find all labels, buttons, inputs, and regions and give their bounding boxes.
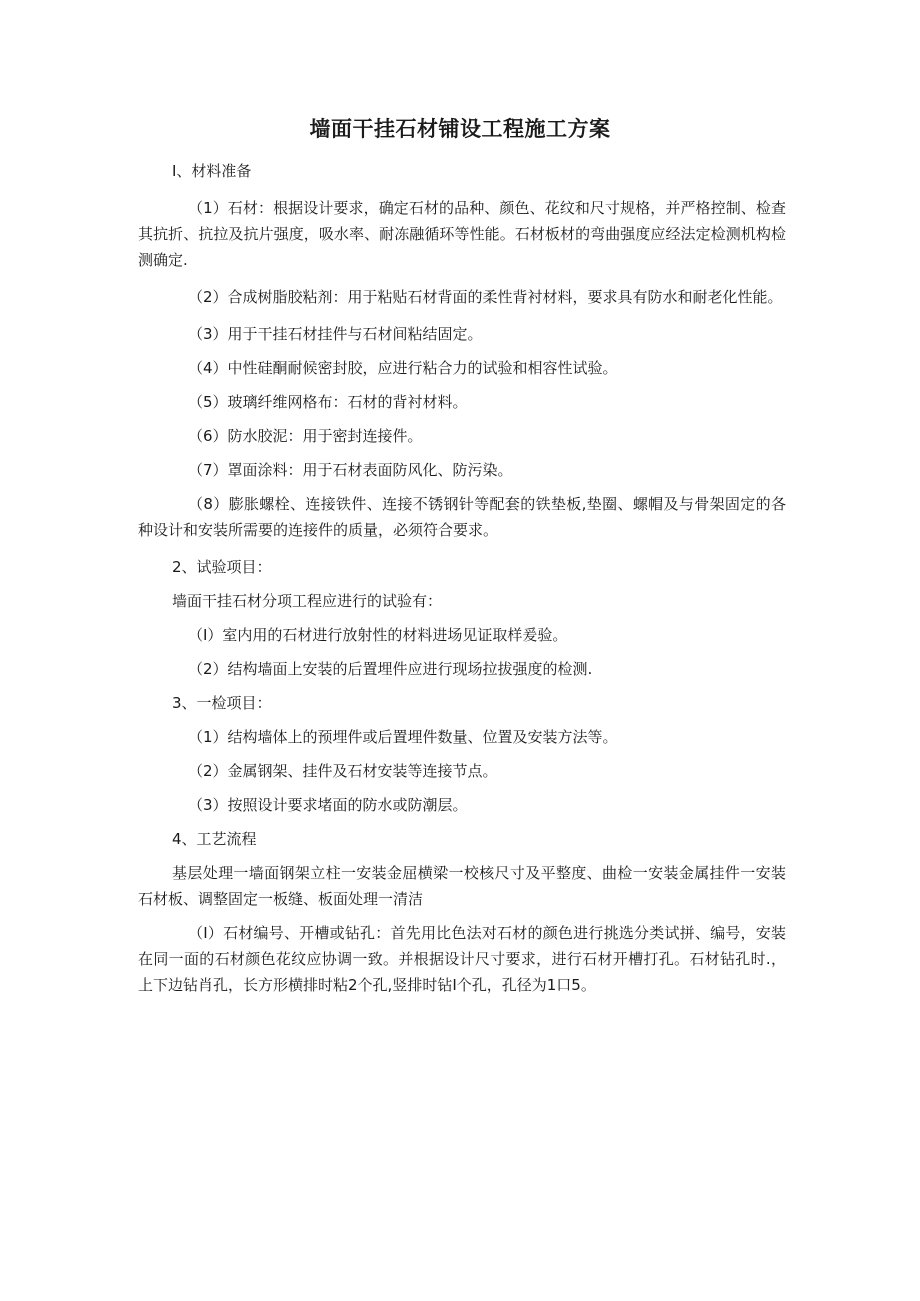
paragraph-stone-numbering: （I）石材编号、开槽或钻孔：首先用比色法对石材的颜色进行挑选分类试拼、编号，安装在同一面的石材颜色花纹应协调一致。并根据设计尺寸要求，进行石材开槽打孔。石材钻孔时.，上下边钻肖孔，长方形横排时粘2个孔,竖排时钻I个孔，孔径为1口5。 <box>138 924 786 994</box>
paragraph-test-1: （I）室内用的石材进行放射性的材料进场见证取样爰验。 <box>188 626 568 644</box>
section-heading-materials: I、材料准备 <box>172 162 252 180</box>
document-body <box>138 158 786 1009</box>
paragraph-inspection-1: （1）结构墙体上的预埋件或后置埋件数量、位置及安装方法等。 <box>188 728 618 746</box>
paragraph-process-flow: 基层处理一墙面钢架立柱一安装金屈横梁一校核尺寸及平整度、曲检一安装金属挂件一安装石材板、调整固定一板缝、板面处理一清洁 <box>138 864 786 908</box>
section-heading-inspection: 3、一检项目： <box>172 694 272 712</box>
paragraph-inspection-2: （2）金属钢架、挂件及石材安装等连接节点。 <box>188 762 498 780</box>
paragraph-resin-adhesive: （2）合成树脂胶粘剂：用于粘贴石材背面的柔性背衬材料，要求具有防水和耐老化性能。 <box>188 288 783 306</box>
paragraph-item-6: （6）防水胶泥：用于密封连接件。 <box>188 427 423 445</box>
paragraph-inspection-3: （3）按照设计要求堵面的防水或防潮层。 <box>188 796 468 814</box>
section-heading-tests: 2、试验项目： <box>172 558 272 576</box>
section-heading-process: 4、工艺流程 <box>172 830 257 848</box>
paragraph-item-7: （7）罩面涂料：用于石材表面防风化、防污染。 <box>188 461 513 479</box>
paragraph-item-8: （8）膨胀螺栓、连接铁件、连接不锈钢针等配套的铁垫板,垫圈、螺帽及与骨架固定的各种设计和安装所需要的连接件的质量，必须符合要求。 <box>138 495 786 539</box>
paragraph-stone: （1）石材：根据设计要求，确定石材的品种、颜色、花纹和尺寸规格，并严格控制、检查其抗折、抗拉及抗片强度，吸水率、耐冻融循环等性能。石材板材的弯曲强度应经法定检测机构检测确定. <box>138 199 786 269</box>
paragraph-item-5: （5）玻璃纤维网格布：石材的背衬材料。 <box>188 393 468 411</box>
paragraph-test-2: （2）结构墙面上安装的后置埋件应进行现场拉拔强度的检测. <box>188 660 593 678</box>
paragraph-item-3: （3）用于干挂石材挂件与石材间粘结固定。 <box>188 325 483 343</box>
paragraph-tests-intro: 墙面干挂石材分项工程应进行的试验有： <box>172 592 443 610</box>
document-title: 墙面干挂石材铺设工程施工方案 <box>309 117 611 141</box>
paragraph-item-4: （4）中性硅酮耐候密封胶，应进行粘合力的试验和相容性试验。 <box>188 359 618 377</box>
